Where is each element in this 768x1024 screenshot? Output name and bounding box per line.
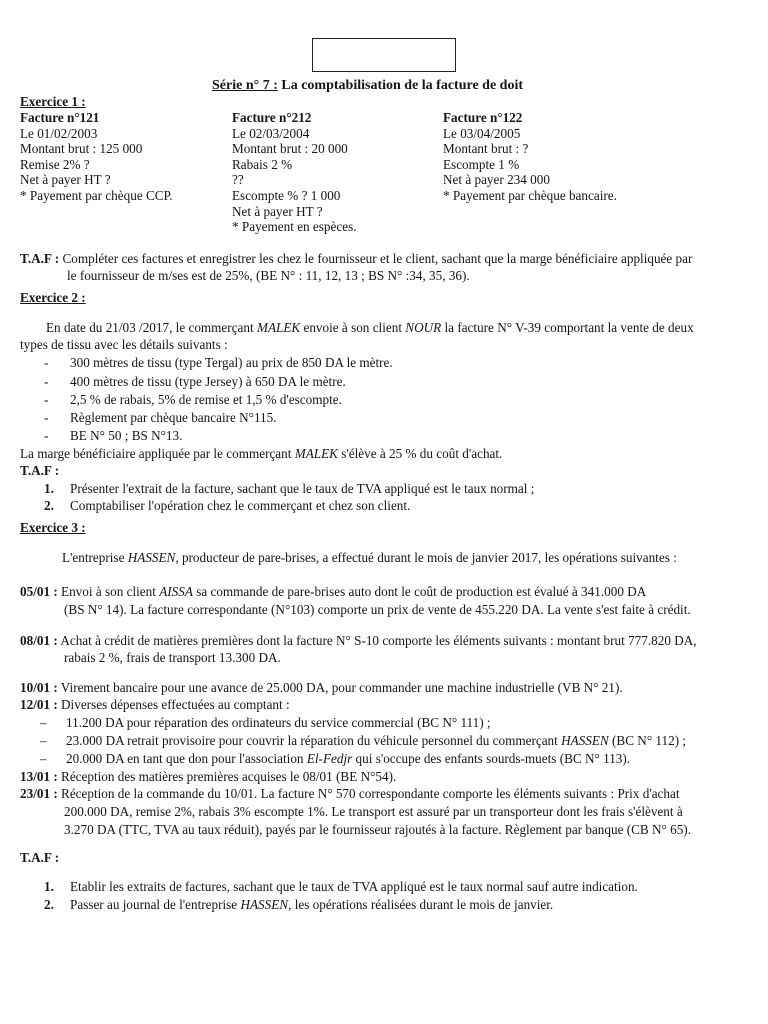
text-segment: En date du 21/03 /2017, le commerçant bbox=[46, 320, 257, 335]
client-name: AISSA bbox=[159, 584, 193, 599]
expense-text: 11.200 DA pour réparation des ordinateurs du service commercial (BC N° 111) ; bbox=[66, 715, 491, 730]
invoice-line: ?? bbox=[232, 172, 244, 188]
invoice-title: Facture n°122 bbox=[443, 110, 523, 125]
numbered-item: 2. Passer au journal de l'entreprise HASSEN, les opérations réalisées durant le mois de janvier. bbox=[44, 897, 554, 912]
bullet-item: - BE N° 50 ; BS N°13. bbox=[44, 428, 183, 443]
bullet-text: 2,5 % de rabais, 5% de remise et 1,5 % d'escompte. bbox=[70, 392, 342, 407]
invoice-line: Net à payer HT ? bbox=[232, 203, 323, 219]
op-0501-line-1 bbox=[20, 584, 646, 600]
expense-text: (BC N° 112) ; bbox=[608, 733, 687, 748]
expense-item: – 11.200 DA pour réparation des ordinateurs du service commercial (BC N° 111) ; bbox=[40, 715, 491, 730]
operation-date: 08/01 : bbox=[20, 633, 58, 648]
exercise-2-heading: Exercice 2 : bbox=[20, 290, 86, 305]
numbered-item: 1. Etablir les extraits de factures, sachant que le taux de TVA appliqué est le taux normal sauf autre indication. bbox=[44, 879, 638, 894]
text-segment: Achat à crédit de matières premières dont la facture N° S-10 comporte les éléments suivants : montant brut 777.820 DA, bbox=[60, 633, 697, 648]
text-segment: L'entreprise bbox=[62, 550, 128, 565]
op-1301-line bbox=[20, 769, 396, 785]
numbered-text: Passer au journal de l'entreprise bbox=[70, 897, 241, 912]
invoice-122-column bbox=[443, 110, 617, 204]
numbered-text: Etablir les extraits de factures, sachant que le taux de TVA appliqué est le taux normal sauf autre indication. bbox=[70, 879, 638, 894]
exercise-3-heading: Exercice 3 : bbox=[20, 520, 86, 535]
expense-item: – 23.000 DA retrait provisoire pour couvrir la réparation du véhicule personnel du commerçant HASSEN (BC N° 112) ; bbox=[40, 733, 687, 748]
ex2-taf-label: T.A.F : bbox=[20, 463, 60, 478]
invoice-line: Le 03/04/2005 bbox=[443, 125, 521, 141]
taf-text: Compléter ces factures et enregistrer les chez le fournisseur et le client, sachant que la marge bénéficiaire appliquée par bbox=[62, 251, 693, 266]
bullet-text: 300 mètres de tissu (type Tergal) au prix de 850 DA le mètre. bbox=[70, 355, 393, 370]
bullet-item: - Règlement par chèque bancaire N°115. bbox=[44, 410, 277, 425]
invoice-line: Remise 2% ? bbox=[20, 156, 90, 172]
text-segment: Virement bancaire pour une avance de 25.000 DA, pour commander une machine industrielle (VB N° 21). bbox=[60, 680, 623, 695]
ex2-paragraph-line-1 bbox=[46, 320, 694, 336]
op-2301-line-1 bbox=[20, 786, 680, 802]
invoice-line: Net à payer HT ? bbox=[20, 172, 111, 188]
text-segment: Réception des matières premières acquises le 08/01 (BE N°54). bbox=[61, 769, 397, 784]
expense-item: – 20.000 DA en tant que don pour l'association El-Fedjr qui s'occupe des enfants sourds-muets (BC N° 113). bbox=[40, 751, 631, 766]
text-segment: , producteur de pare-brises, a effectué durant le mois de janvier 2017, les opérations suivantes : bbox=[175, 550, 677, 565]
text-segment: Réception de la commande du 10/01. La facture N° 570 correspondante comporte les éléments suivants : Prix d'achat bbox=[61, 786, 680, 801]
numbered-item: 1. Présenter l'extrait de la facture, sachant que le taux de TVA appliqué est le taux normal ; bbox=[44, 481, 535, 496]
company-name: HASSEN bbox=[240, 897, 289, 912]
op-0501-line-2: (BS N° 14). La facture correspondante (N°103) comporte un prix de vente de 455.220 DA. La vente s'est faite à crédit. bbox=[64, 602, 691, 617]
merchant-name: MALEK bbox=[256, 320, 301, 335]
op-2301-line-3: 3.270 DA (TTC, TVA au taux réduit), payés par le fournisseur rajoutés à la facture. Règlement par banque (CB N° 65). bbox=[64, 822, 691, 837]
invoice-line: Le 01/02/2003 bbox=[20, 125, 98, 141]
invoice-line: * Payement par chèque bancaire. bbox=[443, 187, 617, 203]
invoice-line: Rabais 2 % bbox=[232, 156, 293, 172]
series-label: Série n° 7 : bbox=[212, 78, 278, 93]
invoice-line: Escompte 1 % bbox=[443, 156, 520, 172]
op-1001-line bbox=[20, 680, 623, 696]
text-segment: Diverses dépenses effectuées au comptant : bbox=[61, 697, 290, 712]
operation-date: 23/01 : bbox=[20, 786, 58, 801]
numbered-text: Comptabiliser l'opération chez le commerçant et chez son client. bbox=[70, 498, 411, 513]
bullet-text: 400 mètres de tissu (type Jersey) à 650 DA le mètre. bbox=[70, 374, 346, 389]
operation-date: 12/01 : bbox=[20, 697, 58, 712]
association-name: El-Fedjr bbox=[306, 751, 353, 766]
invoice-line: Montant brut : 125 000 bbox=[20, 141, 143, 157]
merchant-name: MALEK bbox=[294, 446, 338, 461]
bullet-item: - 300 mètres de tissu (type Tergal) au prix de 850 DA le mètre. bbox=[44, 355, 393, 370]
ex2-margin-line bbox=[20, 446, 502, 462]
bullet-text: Règlement par chèque bancaire N°115. bbox=[70, 410, 277, 425]
invoice-line: * Payement par chèque CCP. bbox=[20, 187, 173, 203]
op-1201-line bbox=[20, 697, 290, 713]
operation-date: 10/01 : bbox=[20, 680, 58, 695]
bullet-item: - 400 mètres de tissu (type Jersey) à 650 DA le mètre. bbox=[44, 374, 346, 389]
series-subject: La comptabilisation de la facture de doit bbox=[281, 78, 524, 93]
text-segment: La marge bénéficiaire appliquée par le commerçant bbox=[20, 446, 295, 461]
empty-header-box bbox=[312, 38, 456, 72]
expense-text: 23.000 DA retrait provisoire pour couvrir la réparation du véhicule personnel du commerçant bbox=[66, 733, 562, 748]
ex3-taf-label: T.A.F : bbox=[20, 850, 60, 865]
numbered-text: , les opérations réalisées durant le mois de janvier. bbox=[288, 897, 554, 912]
bullet-text: BE N° 50 ; BS N°13. bbox=[70, 428, 183, 443]
invoice-line: Le 02/03/2004 bbox=[232, 125, 310, 141]
invoice-line: Net à payer 234 000 bbox=[443, 172, 550, 188]
operation-date: 05/01 : bbox=[20, 584, 58, 599]
ex3-intro bbox=[62, 550, 677, 566]
text-segment: la facture N° V-39 comportant la vente de deux bbox=[441, 320, 694, 335]
invoice-title: Facture n°121 bbox=[20, 110, 100, 125]
op-0801-line-1 bbox=[20, 633, 697, 649]
exercise-1-heading: Exercice 1 : bbox=[20, 94, 86, 109]
ex1-taf-line-1 bbox=[20, 251, 692, 267]
numbered-text: Présenter l'extrait de la facture, sachant que le taux de TVA appliqué est le taux normal ; bbox=[70, 481, 535, 496]
invoice-line: Escompte % ? 1 000 bbox=[232, 187, 341, 203]
expense-text: 20.000 DA en tant que don pour l'association bbox=[66, 751, 307, 766]
numbered-item: 2. Comptabiliser l'opération chez le commerçant et chez son client. bbox=[44, 498, 411, 513]
invoice-121-column bbox=[20, 110, 173, 204]
invoice-line: * Payement en espèces. bbox=[232, 219, 357, 235]
taf-label: T.A.F : bbox=[20, 251, 60, 266]
invoice-line: Montant brut : 20 000 bbox=[232, 141, 348, 157]
client-name: NOUR bbox=[405, 320, 442, 335]
op-2301-line-2: 200.000 DA, remise 2%, rabais 3% escompte 1%. Le transport est assuré par un transporteur dont les frais s'élèvent à bbox=[64, 804, 683, 819]
ex1-taf-line-2: le fournisseur de m/ses est de 25%, (BE N° : 11, 12, 13 ; BS N° :34, 35, 36). bbox=[67, 268, 470, 283]
text-segment: sa commande de pare-brises auto dont le coût de production est évalué à 341.000 DA bbox=[192, 584, 647, 599]
text-segment: envoie à son client bbox=[300, 320, 406, 335]
text-segment: Envoi à son client bbox=[61, 584, 160, 599]
operation-date: 13/01 : bbox=[20, 769, 58, 784]
series-title bbox=[212, 78, 523, 94]
company-name: HASSEN bbox=[127, 550, 176, 565]
company-name: HASSEN bbox=[561, 733, 609, 748]
op-0801-line-2: rabais 2 %, frais de transport 13.300 DA. bbox=[64, 650, 281, 665]
expense-text: qui s'occupe des enfants sourds-muets (BC N° 113). bbox=[352, 751, 631, 766]
text-segment: s'élève à 25 % du coût d'achat. bbox=[337, 446, 503, 461]
invoice-line: Montant brut : ? bbox=[443, 141, 529, 157]
ex2-paragraph-line-2: types de tissu avec les détails suivants : bbox=[20, 337, 228, 352]
bullet-item: - 2,5 % de rabais, 5% de remise et 1,5 % d'escompte. bbox=[44, 392, 342, 407]
invoice-212-column bbox=[232, 110, 357, 235]
invoice-title: Facture n°212 bbox=[232, 110, 312, 125]
